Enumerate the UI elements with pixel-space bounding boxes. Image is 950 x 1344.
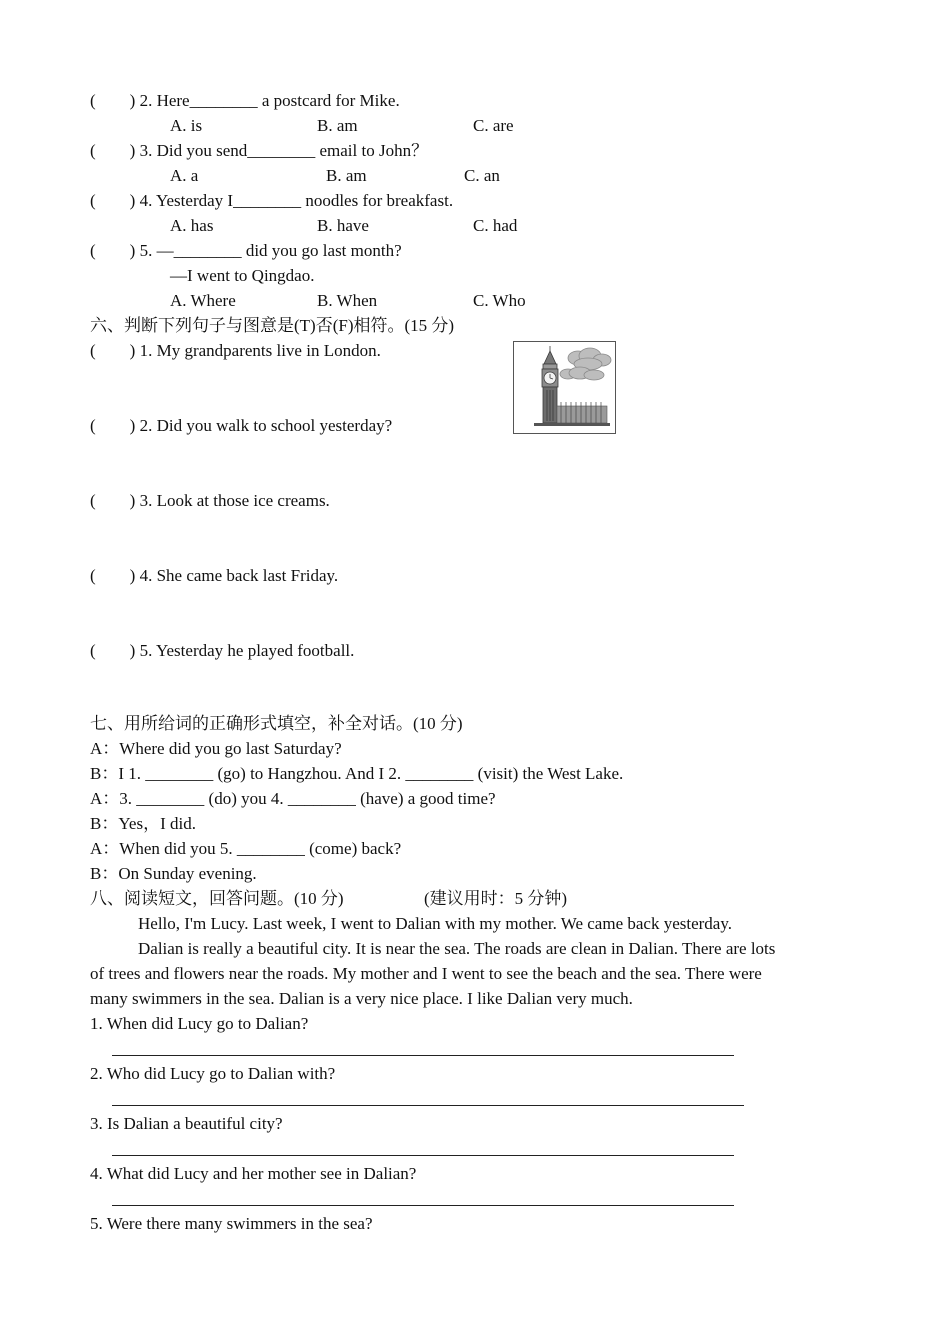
dialogue-line-4: B：Yes，I did. [90, 814, 196, 833]
dialogue-line-6: B：On Sunday evening. [90, 864, 257, 883]
judge-item-3: ( ) 3. Look at those ice creams. [90, 491, 330, 510]
reading-question-4: 4. What did Lucy and her mother see in Dalian? [90, 1164, 417, 1183]
q3-option-a: A. a [170, 166, 199, 185]
answer-line-1[interactable] [112, 1055, 734, 1056]
big-ben-clock-tower-icon [514, 342, 615, 433]
q4-option-b: B. have [317, 216, 369, 235]
q4-option-c: C. had [473, 216, 518, 235]
q3-option-b: B. am [326, 166, 367, 185]
q3-option-c: C. an [464, 166, 500, 185]
section6-title: 六、判断下列句子与图意是(T)否(F)相符。(15 分) [90, 316, 455, 335]
reading-question-5: 5. Were there many swimmers in the sea? [90, 1214, 373, 1233]
q2-stem: ( ) 2. Here________ a postcard for Mike. [90, 91, 400, 110]
q5-reply: —I went to Qingdao. [170, 266, 315, 285]
big-ben-picture [513, 341, 616, 434]
q3-stem: ( ) 3. Did you send________ email to John？ [90, 141, 429, 160]
section8-title: 八、阅读短文，回答问题。(10 分) [90, 889, 344, 908]
judge-item-1: ( ) 1. My grandparents live in London. [90, 341, 381, 360]
section7-title: 七、用所给词的正确形式填空，补全对话。(10 分) [90, 714, 463, 733]
q5-option-a: A. Where [170, 291, 236, 310]
dialogue-line-5: A：When did you 5. ________ (come) back? [90, 839, 402, 858]
answer-line-3[interactable] [112, 1155, 734, 1156]
judge-item-2: ( ) 2. Did you walk to school yesterday? [90, 416, 393, 435]
passage-line-1: Hello, I'm Lucy. Last week, I went to Dalian with my mother. We came back yesterday. [138, 914, 732, 933]
passage-line-3: of trees and flowers near the roads. My mother and I went to see the beach and the sea. There were [90, 964, 762, 983]
answer-line-4[interactable] [112, 1205, 734, 1206]
reading-question-1: 1. When did Lucy go to Dalian? [90, 1014, 309, 1033]
dialogue-line-3: A：3. ________ (do) you 4. ________ (have) a good time? [90, 789, 496, 808]
reading-question-2: 2. Who did Lucy go to Dalian with? [90, 1064, 336, 1083]
dialogue-line-1: A：Where did you go last Saturday? [90, 739, 342, 758]
judge-item-5: ( ) 5. Yesterday he played football. [90, 641, 355, 660]
reading-question-3: 3. Is Dalian a beautiful city? [90, 1114, 283, 1133]
q5-option-b: B. When [317, 291, 378, 310]
q4-option-a: A. has [170, 216, 214, 235]
q2-option-a: A. is [170, 116, 203, 135]
section8-time-hint: (建议用时：5 分钟) [424, 889, 568, 908]
dialogue-line-2: B：I 1. ________ (go) to Hangzhou. And I 2. ________ (visit) the West Lake. [90, 764, 624, 783]
q2-option-c: C. are [473, 116, 514, 135]
judge-item-4: ( ) 4. She came back last Friday. [90, 566, 339, 585]
q2-option-b: B. am [317, 116, 358, 135]
answer-line-2[interactable] [112, 1105, 744, 1106]
q5-stem: ( ) 5. —________ did you go last month? [90, 241, 402, 260]
q5-option-c: C. Who [473, 291, 526, 310]
passage-line-2: Dalian is really a beautiful city. It is near the sea. The roads are clean in Dalian. There are lots [138, 939, 776, 958]
passage-line-4: many swimmers in the sea. Dalian is a very nice place. I like Dalian very much. [90, 989, 633, 1008]
q4-stem: ( ) 4. Yesterday I________ noodles for breakfast. [90, 191, 454, 210]
